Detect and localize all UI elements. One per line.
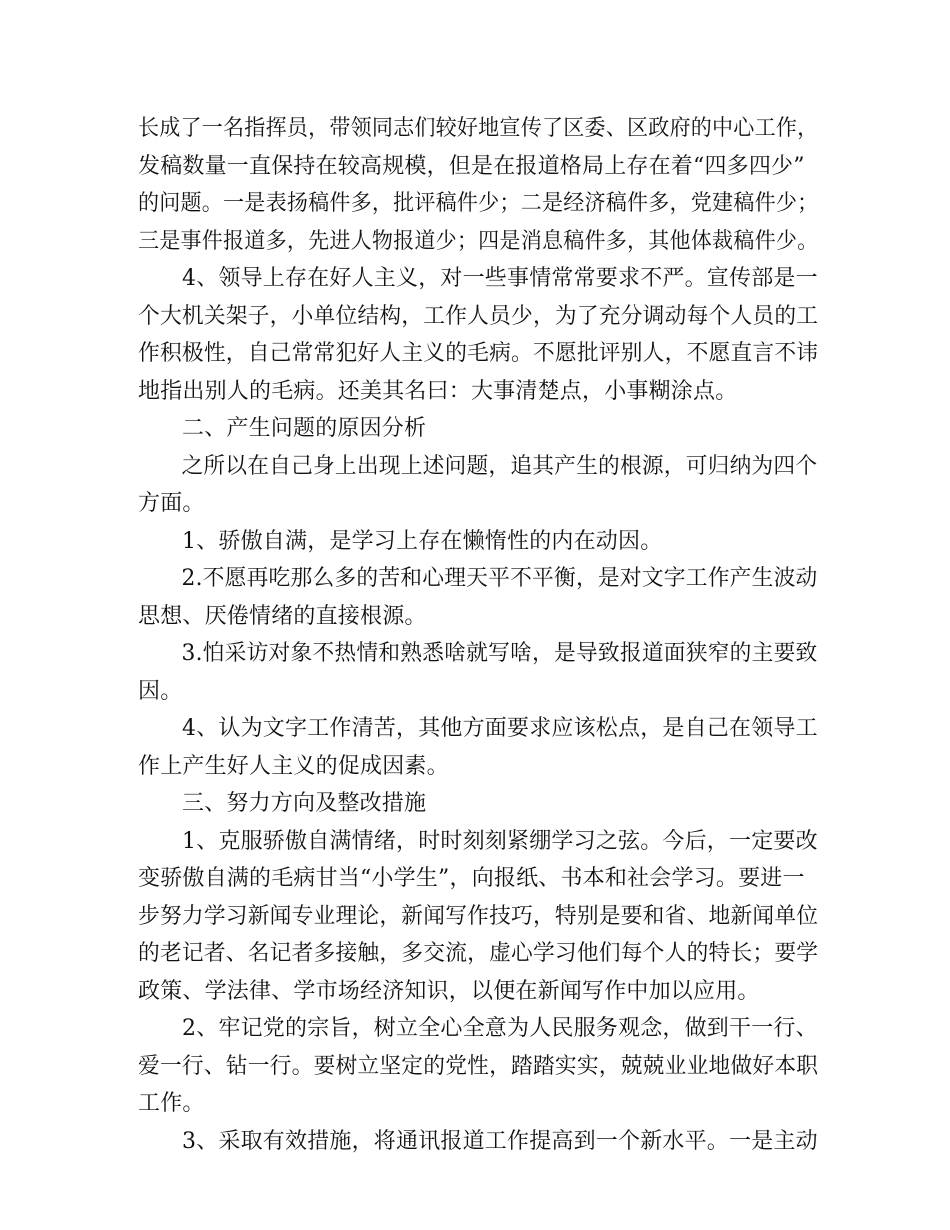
text-line: 作积极性，自己常常犯好人主义的毛病。不愿批评别人，不愿直言不讳 <box>138 341 819 366</box>
text-line: 发稿数量一直保持在较高规模，但是在报道格局上存在着“四多四少” <box>138 153 805 179</box>
document-body <box>138 110 818 1160</box>
text-line: 政策、学法律、学市场经济知识，以便在新闻写作中加以应用。 <box>138 978 760 1004</box>
section-heading: 三、努力方向及整改措施 <box>182 791 427 816</box>
text-line: 的问题。一是表扬稿件多，批评稿件少；二是经济稿件多，党建稿件少； <box>138 191 819 216</box>
text-line: 步努力学习新闻专业理论，新闻写作技巧，特别是要和省、地新闻单位 <box>138 903 819 929</box>
paragraph-start-line: 2、牢记党的宗旨，树立全心全意为人民服务观念，做到干一行、 <box>182 1016 818 1041</box>
paragraph-start-line: 4、领导上存在好人主义，对一些事情常常要求不严。宣传部是一 <box>182 266 818 291</box>
text-line: 长成了一名指挥员，带领同志们较好地宣传了区委、区政府的中心工作， <box>138 116 819 141</box>
text-line: 个大机关架子，小单位结构，工作人员少，为了充分调动每个人员的工 <box>138 303 819 329</box>
paragraph-start-line: 2.不愿再吃那么多的苦和心理天平不平衡，是对文字工作产生波动 <box>181 566 818 591</box>
paragraph-start-line: 1、骄傲自满，是学习上存在懒惰性的内在动因。 <box>182 528 663 554</box>
text-line: 三是事件报道多，先进人物报道少；四是消息稿件多，其他体裁稿件少。 <box>138 228 819 254</box>
text-line: 因。 <box>138 678 183 704</box>
paragraph-start-line: 4、认为文字工作清苦，其他方面要求应该松点，是自己在领导工 <box>182 716 818 741</box>
text-line: 的老记者、名记者多接触，多交流，虚心学习他们每个人的特长；要学 <box>138 941 819 966</box>
paragraph-start-line: 3、采取有效措施，将通讯报道工作提高到一个新水平。一是主动 <box>182 1128 818 1154</box>
text-line: 作上产生好人主义的促成因素。 <box>138 753 449 779</box>
text-line: 地指出别人的毛病。还美其名曰：大事清楚点，小事糊涂点。 <box>138 378 738 404</box>
text-line: 方面。 <box>138 491 205 516</box>
text-line: 工作。 <box>138 1091 205 1116</box>
paragraph-start-line: 1、克服骄傲自满情绪，时时刻刻紧绷学习之弦。今后，一定要改 <box>182 828 818 854</box>
paragraph-start-line: 之所以在自己身上出现上述问题，追其产生的根源，可归纳为四个 <box>181 453 818 479</box>
section-heading: 二、产生问题的原因分析 <box>182 416 427 441</box>
paragraph-start-line: 3.怕采访对象不热情和熟悉啥就写啥，是导致报道面狭窄的主要致 <box>181 641 818 666</box>
text-line: 思想、厌倦情绪的直接根源。 <box>138 603 427 629</box>
text-line: 爱一行、钻一行。要树立坚定的党性，踏踏实实，兢兢业业地做好本职 <box>138 1053 819 1079</box>
text-line: 变骄傲自满的毛病甘当“小学生”，向报纸、书本和社会学习。要进一 <box>138 866 805 891</box>
